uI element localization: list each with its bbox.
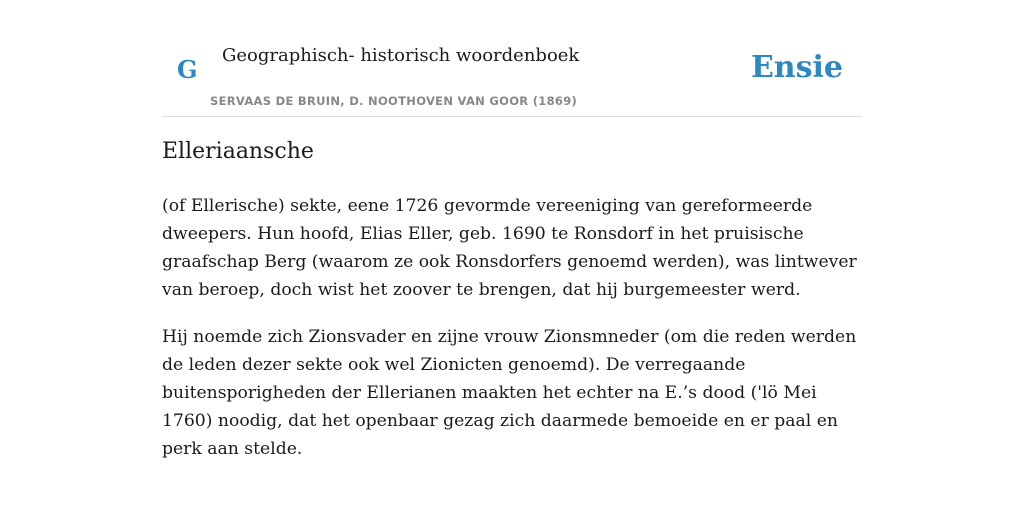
book-header <box>162 40 862 117</box>
entry-title: Elleriaansche <box>162 139 314 164</box>
ensie-logo[interactable]: Ensie <box>750 50 843 85</box>
entry-paragraph: Hij noemde zich Zionsvader en zijne vrouw Zionsmneder (om die reden werden de leden dezer sekte ook wel Zionicten genoemd). De verregaande buitensporigheden der Ellerianen maakten het echter na E.’s dood ('lö Mei 1760) noodig, dat het openbaar gezag zich daarmede bemoeide en er paal en perk aan stelde. <box>162 327 857 459</box>
book-logo-letter[interactable]: G <box>177 55 198 84</box>
book-authors: SERVAAS DE BRUIN, D. NOOTHOVEN VAN GOOR (1869) <box>210 94 578 108</box>
entry-content <box>162 192 862 482</box>
entry-paragraph: (of Ellerische) sekte, eene 1726 gevormde vereeniging van gereformeerde dweepers. Hun hoofd, Elias Eller, geb. 1690 te Ronsdorf in het pruisische graafschap Berg (waarom ze ook Ronsdorfers genoemd werden), was lintwever van beroep, doch wist het zoover te brengen, dat hij burgemeester werd. <box>162 196 857 300</box>
book-title-link[interactable]: Geographisch- historisch woordenboek <box>222 45 580 66</box>
